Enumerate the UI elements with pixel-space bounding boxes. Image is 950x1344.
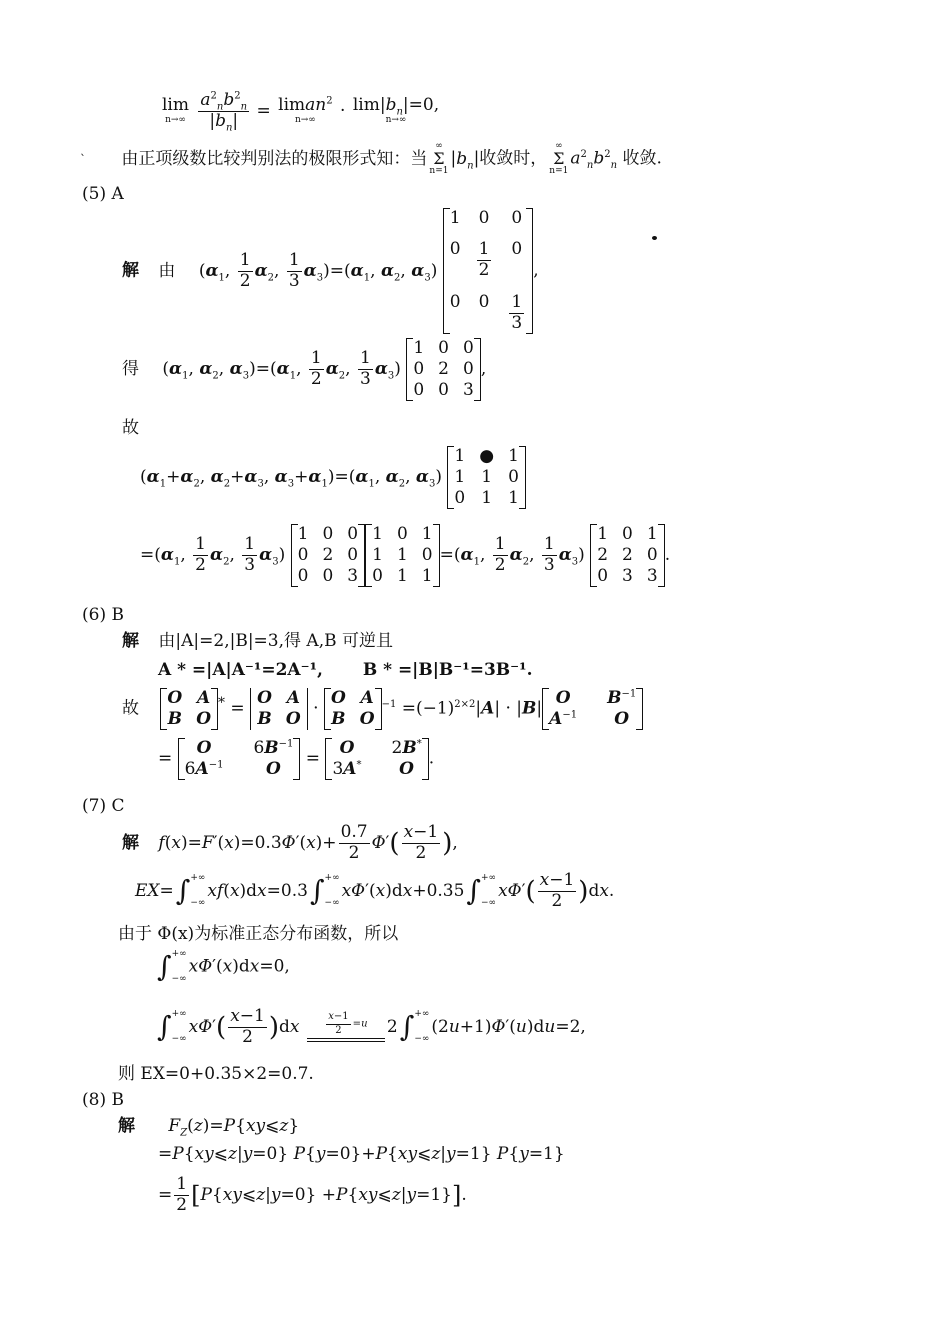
q6-adjoint: A * =|A|A⁻¹=2A⁻¹, B * =|B|B⁻¹=3B⁻¹. [158,660,533,680]
q6-given-text: 由|A|=2,|B|=3,得 A,B 可逆且 [158,631,393,651]
q7-substitution: ∫ +∞ −∞ xΦ′( $\frac{x-1}{2}$ )dx $\frac{x-1}{2}$ =u 2 ∫ +∞ −∞ (2u+1)Φ′(u)du=2, [157,1006,586,1047]
limit-equation: lim n→∞ $\frac{a^2_nb^2_n}{|b_n|}$ = liman$^2$ n→∞ · $\lim|b_n|=0$, n→∞ [162,90,440,134]
question-5-label: (5) A [82,184,124,204]
block-matrix: O A B O [160,688,218,730]
matrix-sum-b: 1 0 1 1 1 0 0 1 1 [365,524,439,587]
solution-label: 解 [122,631,139,651]
solution-label: 解 [122,832,139,853]
q5-step2: 得 ($\alpha_1$, $\alpha_2$, $\alpha_3)=(\alpha_1$, $\frac{1}{2}$ $\alpha_2$, $\frac{1}{3}$ $\alpha_3$) 1 0 0 0 2 0 0 0 3 , [122,338,487,400]
question-8-label: (8) B [82,1090,124,1110]
q7-density: 解 f(x)=F′(x)=0.3Φ′(x)+ $\frac{0.7}{2}$ Φ′( $\frac{x-1}{2}$ ), [122,822,458,863]
de-label: 得 [122,359,139,379]
q7-since: 由于 Φ(x)为标准正态分布函数，所以 [118,924,399,944]
q7-result: 则 EX=0+0.35×2=0.7. [118,1064,314,1084]
converges-text: 收敛. [622,148,662,169]
you-label: 由 [158,260,176,281]
q6-block-step1: 故 O A B O * = O A B O · O A B O $^{-1} =(-1)^{2\times 2}|A| \cdot |B|$ O $B^{-1}$ $A^{-1}$ O [122,688,643,730]
q5-step4: $=(\alpha_1$, $\frac{1}{2}$ $\alpha_2$, $\frac{1}{3}$ $\alpha_3$) 1 0 0 0 2 0 0 0 3 1 0 1 1 1 0 0 1 1 $=(\alpha_1$, $\frac{1}{2}$ $\alpha_2$, $\frac{1}{3}$ $\alpha_3$) 1 0 1 2 2 0 0 3 3 . [140,524,671,586]
solution-label: 解 [122,260,139,281]
conclusion-line: ` 由正项级数比较判别法的极限形式知：当 ∞ Σ n=1 $|b_n|$收敛时， ∞ Σ n=1 $a^2_nb^2_n$ 收敛. [80,141,662,176]
q7-expectation: EX= ∫ +∞ −∞ xf(x)dx=0.3 ∫ +∞ −∞ xΦ′(x)dx+0.35 ∫ +∞ −∞ xΦ′( $\frac{x-1}{2}$ )dx. [135,870,615,911]
q7-integral-zero: ∫ +∞ −∞ xΦ′(x)dx=0, [157,949,290,984]
block-adj: O 2B* 3A* O [325,738,428,780]
stray-mark [652,236,657,240]
matrix-sum: 1 ● 1 1 1 0 0 1 1 [447,446,526,509]
sign-power: 2×2 [454,698,476,710]
gu-label-2: 故 [122,698,139,719]
matrix-diag-half-third: 1 0 0 0 $\frac{1}{2}$ 0 0 0 $\frac{1}{3}$ [443,208,533,334]
matrix-result: 1 0 1 2 2 0 0 3 3 [590,524,664,587]
question-6-label: (6) B [82,605,124,625]
q5-step3: ($\alpha_1+\alpha_2$, $\alpha_2+\alpha_3$, $\alpha_3+\alpha_1)=(\alpha_1$, $\alpha_2$, $\alpha_3$) 1 ● 1 1 1 0 0 1 1 [140,446,526,509]
matrix-diag-123: 1 0 0 0 2 0 0 0 3 [406,338,480,401]
matrix-diag-123-b: 1 0 0 0 2 0 0 0 3 [291,524,365,587]
q8-line3: = $\frac{1}{2}$ [P{xy⩽z|y=0} +P{xy⩽z|y=1}]. [158,1174,467,1215]
block-det: O A B O [250,688,308,730]
question-7-label: (7) C [82,796,125,816]
q6-block-step2: = O $6B^{-1}$ $6A^{-1}$ O = O 2B* 3A* O . [158,738,435,779]
q5-step1: 解 由 ($\alpha_1$, $\frac{1}{2}$ $\alpha_2$, $\frac{1}{3}$ $\alpha_3)=(\alpha_1$, $\alpha_2$, $\alpha_3$) 1 0 0 0 $\frac{1}{2}$ 0 0 0 $\frac{1}{3}$ , [122,208,539,333]
q8-line2: =P{xy⩽z|y=0} P{y=0}+P{xy⩽z|y=1} P{y=1} [158,1144,565,1164]
block-inverse: O $B^{-1}$ $A^{-1}$ O [542,688,643,730]
q6-given [122,633,393,650]
conclusion-text: 由正项级数比较判别法的极限形式知：当 [121,148,428,169]
gu-label: 故 [122,418,139,438]
block-matrix-inv: O A B O [324,688,382,730]
coef-0.3: 0.3 [280,880,308,901]
q8-line1: 解 $F_Z(z)=P\{xy⩽z\}$ [118,1116,300,1139]
block-6inv: O $6B^{-1}$ $6A^{-1}$ O [178,738,301,780]
solution-label: 解 [118,1116,135,1136]
converge-when-text: 收敛时， [479,148,548,169]
coef-0.35: 0.35 [426,880,465,901]
